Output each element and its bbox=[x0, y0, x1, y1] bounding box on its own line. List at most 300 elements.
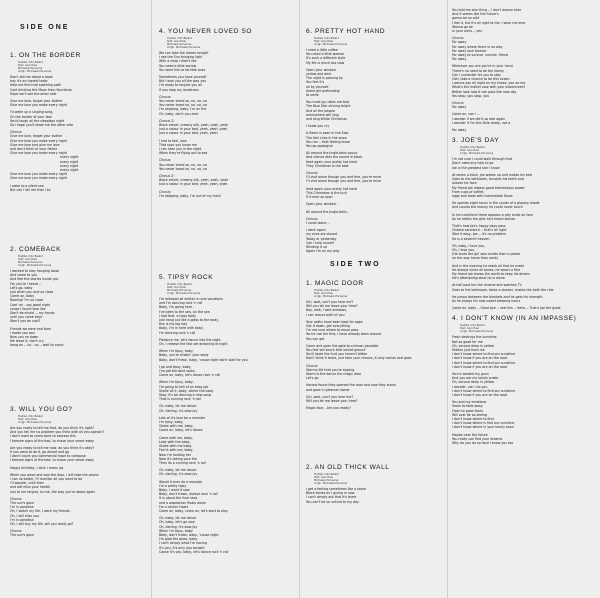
lyric-line: Oh, baby, I love you, bbox=[452, 243, 485, 248]
lyric-line: You're wasted my guns bbox=[452, 372, 489, 376]
lyric-line: Help me find that soothing path bbox=[10, 83, 61, 88]
lyric-line: You need a little woman bbox=[306, 52, 345, 57]
lyric-line: Magic door - Are you ready? bbox=[306, 406, 351, 411]
song-block bbox=[306, 280, 446, 410]
lyric-line: yellow and dark bbox=[306, 72, 332, 77]
lyric-line: I don't know where in your lonely town bbox=[452, 425, 514, 430]
lyric-line: Chorus: bbox=[10, 496, 23, 501]
song-credit: Hudika / Dio Belaid bbox=[18, 415, 43, 418]
lyrics bbox=[159, 297, 299, 554]
song-credit: Hudika / Dio Belaid bbox=[167, 283, 192, 286]
lyric-line: You and my emotions bbox=[452, 400, 487, 405]
lyric-line: Are you ready to tell me that, do you think it's right? bbox=[10, 426, 94, 430]
lyric-line: Will over be so seeing bbox=[452, 412, 488, 417]
song-credit: Arrgt.: Michaela Porvacoa bbox=[18, 70, 52, 73]
lyric-line: I'm going to hell of an easy job bbox=[159, 384, 209, 389]
lyric-line: I went again bbox=[306, 228, 326, 233]
lyric-line: I had that, a tipsy body bbox=[159, 313, 197, 318]
lyric-line: Again I'm on my way bbox=[306, 249, 340, 254]
song-credit: Text: Ivan Hasi bbox=[460, 149, 479, 153]
lyric-line: Far away bbox=[452, 40, 467, 45]
lyric-line: Now you no down bbox=[10, 335, 39, 340]
lyric-line: I'd wake up a singing song, bbox=[10, 110, 54, 115]
lyric-line: I'm dancing rock 'n roll bbox=[159, 330, 196, 335]
lyric-line: Happy birthday, I wish I mean joy bbox=[10, 465, 64, 470]
lyric-line: My life is much too slow bbox=[306, 60, 345, 65]
lyric-line: I'll visit alone though you and fine, you're mine bbox=[306, 175, 382, 180]
lyric-line: Far away to survive, survive, friend bbox=[452, 53, 509, 58]
lyric-line: All around the jingle-bells sound bbox=[306, 151, 358, 156]
song-title: 5. TIPSY ROCK bbox=[159, 274, 214, 281]
lyric-line: I won't count you commercial hope to compose bbox=[10, 454, 86, 459]
lyric-line: Don't be afraid ... my hands bbox=[10, 311, 55, 316]
lyric-line: Just hang out like a glass to the body, bbox=[159, 318, 220, 323]
lyric-line: Pleasure me, let's dance into the night bbox=[159, 337, 221, 342]
lyric-line: Just a colour in your bed, yeah, yeah bbox=[159, 131, 218, 136]
song-title: 1. MAGIC DOOR bbox=[306, 280, 364, 287]
song-credit: Text: Ivan Hasi bbox=[314, 292, 333, 295]
lyric-line: You never loved so, no, no, no bbox=[159, 166, 207, 171]
lyric-line: My friend Joe always good tremendous power bbox=[452, 185, 525, 190]
song-credit: Arrgt.: Michaela Porvacoa bbox=[167, 46, 201, 49]
lyric-line: Me leave it, don't cry bbox=[10, 339, 44, 344]
lyric-line: eggs and toast with marmalade flavor bbox=[452, 193, 513, 198]
song-block bbox=[306, 28, 446, 253]
lyric-line: You're not the first, I have already been around bbox=[306, 332, 382, 337]
lyric-line: Baby, you're shakin' your body bbox=[159, 353, 209, 358]
lyric-line: Why do you do so hard I know you too bbox=[452, 441, 514, 446]
lyric-line: I wanted to stay hanging loose bbox=[10, 269, 60, 273]
lyric-line: I made you sad bbox=[10, 330, 35, 335]
lyric-line: Just a colour in your bed, yeah, yeah, yeah bbox=[159, 127, 228, 132]
lyrics bbox=[306, 487, 446, 504]
lyric-line: Shake with me baby, bbox=[159, 444, 193, 449]
lyric-line: every night bbox=[60, 155, 79, 160]
lyric-line: Chorus 2: bbox=[159, 174, 175, 179]
lyric-line: I wake to a silent sea bbox=[10, 183, 44, 188]
lyric-line: Chorus: bbox=[159, 94, 172, 99]
lyric-line: Shake all it, baby, where the body bbox=[159, 388, 214, 393]
lyric-line: everywhere will sing bbox=[306, 112, 339, 117]
lyric-line: As he enjoys his new sweet sleeping hours bbox=[452, 298, 521, 303]
lyric-line: I've been to the sea, on the sea bbox=[159, 309, 210, 314]
lyric-line: And in the evening he reads all that he made bbox=[452, 263, 525, 268]
lyric-line: Lots of it's love be a monster bbox=[159, 415, 206, 420]
lyric-line: Chorus: bbox=[10, 130, 23, 135]
lyric-line: Give me love you make every night bbox=[10, 103, 67, 108]
lyric-line: and I'm dancing rock 'n roll bbox=[159, 301, 203, 306]
lyric-line: The feel cries in the snow bbox=[306, 135, 347, 140]
song-credit: Arrgt.: Michaela Porvacoa bbox=[18, 421, 52, 424]
lyric-line: He's attempting what he is alone bbox=[452, 276, 505, 281]
lyric-line: I could alone -- bbox=[306, 220, 330, 225]
lyrics bbox=[10, 426, 150, 538]
lyric-line: I'm ready to forgive you all bbox=[159, 83, 202, 88]
lyric-line: And it seems like the future's bbox=[452, 12, 499, 17]
lyric-line: and sing White Christmas bbox=[306, 117, 347, 122]
lyric-line: Chorus: bbox=[159, 189, 172, 194]
lyric-line: Girl, wait, can't you hear me? bbox=[306, 300, 354, 304]
lyric-line: You can't be so unkind to my day bbox=[306, 499, 359, 504]
lyric-line: I don't know where to find our sunshine bbox=[452, 352, 516, 357]
lyric-line: It is about the fuse seas bbox=[159, 496, 198, 501]
lyric-line: Now it's taking your fire bbox=[159, 456, 198, 461]
lyrics bbox=[159, 51, 299, 198]
lyric-line: And you tell me no problem you think with all you opinion? bbox=[10, 430, 105, 435]
lyric-line: Wherever you are you're in your hand bbox=[452, 64, 513, 69]
lyric-line: Sometimes you have yourself bbox=[159, 75, 207, 80]
lyric-line: Lady with the baby, bbox=[159, 439, 191, 444]
lyric-line: Better look how it can pass like new day bbox=[452, 89, 517, 94]
lyric-line: in your arms -- yes bbox=[452, 29, 482, 34]
lyric-line: Can I help myself bbox=[306, 240, 334, 245]
lyric-line: In his lunchtime there appears a pity smile on face bbox=[452, 212, 534, 217]
lyric-line: Friends we were and then bbox=[10, 326, 52, 331]
lyric-line: Chorus 2: bbox=[159, 118, 175, 123]
lyric-line: and gaze in gleamen dome bbox=[306, 387, 350, 392]
lyric-line: You never loved so, no, no, no bbox=[159, 103, 207, 108]
lyric-line: Goes to the bathroom, brushes his teeth and bbox=[452, 177, 524, 182]
lyric-line: Come and open the gate to crimson paradise bbox=[306, 343, 379, 348]
lyric-line: Hold again your pretty hot hand bbox=[306, 159, 358, 164]
side-one-heading: SIDE ONE bbox=[20, 24, 70, 31]
song-title: 4. YOU NEVER LOVED SO bbox=[159, 28, 253, 35]
lyric-line: I don't know if you are on the road bbox=[452, 364, 507, 369]
lyric-line: Open your window - bbox=[306, 202, 338, 207]
lyric-line: I don't know if you are on the road bbox=[452, 393, 507, 398]
lyric-line: Black velvet, creamy silk, yeah, yeah, yeah bbox=[159, 123, 229, 128]
lyric-line: Far away bbox=[452, 57, 467, 62]
lyric-line: Wanna go be bbox=[452, 24, 473, 29]
lyric-line: Goes to the bathroom, takes a shower, makes the bath the ride bbox=[452, 287, 554, 292]
lyric-line: Hope we'll see the other side bbox=[10, 91, 57, 96]
song-credit: Hudika / Dio Belaid bbox=[18, 61, 43, 64]
lyric-line: Far away love forever bbox=[452, 48, 487, 53]
lyric-line: every night bbox=[60, 159, 79, 164]
lyric-line: I can hear you in the night bbox=[159, 147, 202, 152]
song-title: 3. JOE'S DAY bbox=[452, 137, 500, 145]
lyric-line: You'd laugh all the sleepless night bbox=[10, 118, 65, 123]
lyric-line: The Blue Star shining bright bbox=[306, 104, 351, 109]
lyric-line: Chorus: bbox=[452, 101, 465, 106]
lyric-line: I'm not sure where to move pass bbox=[306, 328, 359, 333]
lyric-line: Far away bbox=[452, 128, 467, 133]
song-title: 2. COMEBACK bbox=[10, 246, 62, 253]
lyric-line: There's no need to be the honey bbox=[452, 68, 504, 73]
lyric-line: I need a little coffee bbox=[306, 48, 338, 52]
lyric-line: Come on, baby, let's dance bbox=[159, 428, 203, 433]
lyric-line: Just when you and so close bbox=[10, 290, 54, 295]
lyric-line: Just a colour in your bed, yeah, yeah, yeah bbox=[159, 182, 228, 187]
lyric-line: Give me love you make every night bbox=[10, 138, 67, 143]
song-block bbox=[10, 406, 150, 538]
lyric-line: At seven o'clock, Joe wakes up and makes his bed bbox=[452, 172, 532, 177]
lyric-line: shaves his face bbox=[452, 181, 477, 186]
lyric-line: And counts the money he could never touch bbox=[452, 205, 523, 210]
lyric-line: He is a seventh heaven bbox=[452, 236, 490, 241]
lyric-line: For a rockin' heart bbox=[159, 504, 189, 509]
lyric-line: I don't know where to find our sunshine bbox=[452, 388, 516, 393]
lyric-line: I get a feeling sometimes like a stone bbox=[306, 487, 366, 491]
lyric-line: You'll taste the fruit you haven't bitten bbox=[306, 352, 368, 357]
lyric-line: Come on, baby -- Good bye -- see him -- Hello -- That's Joe the great bbox=[452, 306, 561, 311]
lyric-line: They Christmas is the best bbox=[306, 163, 349, 168]
lyrics bbox=[306, 300, 446, 410]
page-4-right-column bbox=[452, 6, 596, 594]
lyric-line: Then its a running rock 'n roll bbox=[159, 460, 206, 465]
lyric-line: Take it easy, Joe -- it's no problem bbox=[452, 232, 506, 237]
lyric-line: That's how Joe's happy days pass bbox=[452, 223, 506, 228]
lyric-line: He spends eight hours in the courts of a gloomy shade bbox=[452, 201, 540, 206]
lyric-line: I don't know where to find bbox=[452, 417, 494, 422]
lyric-line: If you stop my loneliness bbox=[159, 87, 199, 92]
lyric-line: That says you know me bbox=[159, 142, 197, 147]
lyric-line: Oh, second deep in yellow bbox=[452, 343, 495, 348]
page-3 bbox=[302, 6, 448, 594]
song-credit: Arrgt.: Michaela Porvacoa bbox=[18, 264, 52, 267]
lyric-line: I've got the best voice, bbox=[159, 369, 196, 374]
lyric-line: So I hope you'll show me the other side bbox=[10, 123, 74, 128]
lyric-line: Seem to fade away bbox=[452, 404, 483, 409]
lyric-line: Cause it's you, baby, let's dance rock 'n roll bbox=[159, 549, 229, 554]
lyric-line: Baby, don't frown, always rock 'n roll bbox=[159, 492, 218, 497]
song-credit: Michaela Porvacoa bbox=[167, 43, 192, 46]
side-two-heading: SIDE TWO bbox=[330, 261, 381, 268]
lyric-line: Far away where there is no way bbox=[452, 44, 503, 49]
song-credit: Michaela Porvacoa bbox=[18, 261, 43, 264]
lyric-line: But I won you all the way you bbox=[159, 79, 207, 84]
lyric-line: I see the Sun bringing light bbox=[159, 55, 203, 60]
lyric-line: You stop, you stop, you bbox=[452, 93, 490, 98]
song-credit: Hudika / Dio Belaid bbox=[167, 37, 192, 40]
lyric-line: Baby, don't frown, baby, 'cause night bbox=[159, 532, 219, 537]
lyric-line: Roaring! I'm so close bbox=[10, 298, 44, 303]
lyric-line: Oh, baby, don't you ever bbox=[159, 111, 199, 116]
lyric-line: Oh, second deep in yellow bbox=[452, 380, 495, 385]
lyric-line: Stormy life that you're sipping bbox=[306, 367, 355, 372]
song-credit: Hudika / Dio Belaid bbox=[460, 146, 485, 150]
lyric-line: I'm skipping, baby, I'm on fire bbox=[159, 107, 207, 112]
song-block bbox=[10, 246, 150, 348]
lyric-line: You ran -- that feeling know bbox=[306, 139, 350, 144]
lyric-line: Get it down, get everything bbox=[306, 324, 350, 329]
lyric-line: I'm tipsy, baby, bbox=[159, 420, 184, 425]
song-credit: Text: Ivan Hasi bbox=[460, 327, 479, 331]
lyric-line: Fresh destroys the sunshine bbox=[452, 335, 497, 340]
lyric-line: Give me love, forget your bother bbox=[10, 134, 63, 139]
lyric-line: hang on -- no - no -- wait to count bbox=[10, 343, 64, 348]
lyric-line: Oh, I watch my life, I want my friends bbox=[10, 509, 70, 514]
lyric-line: I'm not sure I could walk through that bbox=[452, 157, 512, 162]
lyric-line: Hold again your pretty hot hand bbox=[306, 186, 358, 191]
song-title: 1. ON THE BORDER bbox=[10, 52, 81, 59]
lyric-line: I feel it, but it's all right to me. I wear me ever bbox=[452, 20, 526, 25]
lyric-line: Storm is the dance the magic door bbox=[306, 372, 362, 377]
lyric-line: Baby, I'm in here with baby, bbox=[159, 326, 204, 331]
lyric-line: I go and tipsy, baby, bbox=[159, 364, 192, 369]
lyric-line: I can no better, I'll monitor all you want to be bbox=[10, 477, 83, 482]
lyric-line: Com' on - say good night bbox=[10, 302, 50, 307]
lyric-line: I wonder if I'm this little ready, not a bbox=[452, 120, 511, 125]
song-title: 2. AN OLD THICK WALL bbox=[306, 464, 390, 471]
lyric-line: gonna be so cold bbox=[452, 16, 480, 21]
lyric-line: Hidden just from me bbox=[452, 347, 485, 352]
lyric-line: Honest found they opened the door and now they stand bbox=[306, 383, 396, 388]
song-block bbox=[159, 28, 299, 198]
lyric-line: Not so good for me bbox=[452, 339, 483, 344]
lyric-line: Chorus: bbox=[306, 216, 319, 221]
song-credit: Hudika / Dio Belaid bbox=[18, 255, 43, 258]
lyric-line: Chorus: bbox=[452, 36, 465, 41]
lyric-line: Can I surrender for you to stay bbox=[452, 72, 501, 77]
lyric-line: Are you ready to tell me now, do you think it's okay? bbox=[10, 445, 95, 450]
lyric-line: Baby, don't frown, baby, 'cause night don't wait for you bbox=[159, 357, 248, 362]
lyric-line: Today or yesterday bbox=[306, 236, 337, 241]
lyric-line: Girl, wait, can't you hear me? bbox=[306, 394, 354, 399]
lyric-line: I had to feel, now bbox=[159, 138, 187, 143]
lyric-line: to smile bbox=[306, 93, 319, 98]
lyric-line: When I'm tipsy, baby bbox=[159, 528, 193, 533]
lyric-line: Come with me, baby, bbox=[159, 435, 194, 440]
song-title: 6. PRETTY HOT HAND bbox=[306, 28, 386, 35]
song-credit: Arrgt.: Michaela Porvacoa bbox=[460, 330, 494, 334]
lyric-line: And all the people bbox=[306, 108, 336, 113]
song-block bbox=[306, 464, 446, 504]
lyric-line: Will you let me leave your time? bbox=[306, 399, 358, 404]
lyric-line: Will you let me leave your time? bbox=[306, 304, 358, 309]
lyric-line: Black velvet, creamy silk, yeah, yeah, yeah bbox=[159, 178, 229, 183]
lyric-line: Cheese sandwich -- that's all right bbox=[452, 228, 507, 233]
lyric-line: Ooh, take a chance to be this ocean bbox=[452, 77, 510, 82]
lyric-line: I wanna say all night on my knees, you do me bbox=[452, 81, 526, 86]
lyric-line: Chorus: bbox=[306, 363, 319, 368]
lyric-line: all by yourself bbox=[306, 84, 329, 89]
lyric-line: Oh, darling, it's slow joy bbox=[159, 524, 198, 529]
lyric-line: Oh, baby, let me dance bbox=[159, 404, 197, 409]
lyric-line: Shake with me, baby, bbox=[159, 424, 194, 429]
lyric-line: Oh, baby, let me dance bbox=[159, 516, 197, 521]
song-credit: Text: Ivan Hasi bbox=[314, 476, 333, 479]
lyric-line: Give me love you make every night bbox=[10, 172, 67, 177]
song-block bbox=[452, 8, 596, 132]
lyric-line: Oh, I will buy my life, will you really go? bbox=[10, 522, 74, 527]
lyric-line: All around the jingle-bells - bbox=[306, 209, 349, 214]
lyric-line: Chorus: bbox=[159, 158, 172, 163]
lyric-line: Give me love and give me love bbox=[10, 142, 60, 147]
song-credit: Hudika / Dio Belaid bbox=[460, 324, 485, 328]
song-credit: Text: Ivan Hasi bbox=[314, 40, 333, 43]
lyric-line: Come on, baby, come on, let's start to play bbox=[159, 508, 228, 513]
lyric-line: The sun's gone bbox=[10, 533, 35, 538]
lyric-line: every night bbox=[60, 168, 79, 173]
lyric-line: The sun's gone bbox=[10, 501, 35, 506]
lyric-line: this is my big day bbox=[159, 322, 188, 327]
lyric-line: I can't simply ask that it's there bbox=[306, 495, 357, 500]
lyric-line: I'll wonder, until then bbox=[10, 481, 44, 486]
lyric-line: Come on, baby bbox=[10, 294, 35, 299]
song-block bbox=[159, 274, 299, 554]
lyric-line: If you want to do it, go ahead and go bbox=[10, 450, 70, 455]
lyric-line: He always slices all bones, he wears a fine bbox=[452, 267, 520, 272]
lyric-line: hay it's an honest table bbox=[10, 79, 48, 84]
lyric-line: I don't know where to find our sunshine bbox=[452, 360, 516, 365]
lyric-line: And feel the stories inside you bbox=[10, 277, 59, 282]
song-credit: Text: Ivan Hasi bbox=[167, 286, 186, 289]
lyric-line: My friend Joe shows the world to keep his dream bbox=[452, 271, 530, 276]
lyric-line: I'll visit alone though you and fine, you're mine bbox=[306, 179, 382, 184]
lyric-line: Open your window bbox=[306, 67, 336, 72]
lyric-line: Your paths have been kept for ages bbox=[306, 319, 363, 324]
lyric-line: Oh, baby, let me dance bbox=[159, 468, 197, 473]
lyric-line: Black bones on I giving in now bbox=[306, 491, 355, 496]
lyric-line: The night is passing by bbox=[306, 76, 343, 81]
lyric-line: Fresh to grew faces bbox=[452, 408, 484, 413]
lyric-line: Baby, I want it now bbox=[159, 487, 190, 492]
song-block bbox=[452, 315, 596, 445]
lyrics bbox=[452, 335, 596, 445]
song-credit: Arrgt.: Michaela Porvacoa bbox=[314, 43, 348, 46]
song-title: 3. WILL YOU GO? bbox=[10, 406, 73, 413]
lyric-line: on the way home from work) bbox=[452, 256, 499, 261]
song-block bbox=[452, 137, 596, 310]
lyric-line: Oh, I release the fast set drowning at night bbox=[159, 342, 228, 347]
lyric-line: You never loved so, no, no, no bbox=[159, 162, 207, 167]
lyric-line: I wonder, can I do you bbox=[452, 384, 488, 389]
lyric-line: When they're flying out to sea bbox=[159, 151, 208, 156]
lyric-line: I'm glad the glass, baby, bbox=[159, 537, 199, 542]
lyric-line: I'm in paradise bbox=[10, 505, 34, 510]
lyric-line: Feel it with me, baby, bbox=[159, 448, 194, 453]
lyric-line: Give me love, forget your bother bbox=[10, 99, 63, 104]
lyric-line: Oh, darling, it's slow joy bbox=[159, 472, 198, 477]
lyric-line: I'm a pretty tipsy bbox=[159, 483, 187, 488]
lyric-line: I can't simply what I'm having bbox=[159, 541, 207, 546]
lyric-line: Don't think it twice, just take your chance, it only comes and goes bbox=[306, 356, 412, 361]
song-block bbox=[10, 52, 150, 192]
lyric-line: Maybe near the future bbox=[452, 432, 488, 437]
lyric-line: Boy, wait, I said windows, bbox=[306, 308, 348, 313]
lyric-line: Give me love you make every night bbox=[10, 151, 67, 156]
lyric-line: I'm in paradise bbox=[10, 517, 34, 522]
lyric-line: I don't know where is find our sunshine bbox=[452, 421, 515, 426]
lyric-line: Baby, I'm going here - bbox=[159, 305, 195, 310]
lyric-line: Now I'm holding her bbox=[159, 452, 192, 457]
lyric-line: I can rescue both of you bbox=[306, 312, 345, 317]
lyric-line: and a woodsman floats alone bbox=[159, 500, 206, 505]
lyric-line: You can get bbox=[306, 336, 325, 341]
lyric-line: I'm skipping, baby, I'm out of my mind bbox=[159, 193, 221, 198]
lyric-line: I'm released all written in one vacations bbox=[159, 297, 223, 301]
lyric-line: That is running rock 'n roll bbox=[159, 397, 201, 402]
lyrics bbox=[452, 157, 596, 310]
lyric-line: my eyes are closed bbox=[306, 232, 337, 237]
lyric-line: cause I found love like bbox=[10, 306, 46, 311]
lyric-line: Joe is the greatest star I know bbox=[452, 165, 500, 170]
lyric-line: You were the so terrible ones bbox=[159, 67, 206, 72]
lyric-line: and will miss your health bbox=[10, 485, 50, 490]
lyric-line: Oh, I love you, bbox=[452, 247, 476, 252]
lyric-line: Come on, can I ... bbox=[452, 112, 480, 117]
song-credit: Michaela Porvacoa bbox=[18, 67, 43, 70]
song-credit: Michaela Porvacoa bbox=[167, 289, 192, 292]
song-credit: Michaela Porvacoa bbox=[314, 479, 339, 482]
song-credit: Hudika / Dio Belaid bbox=[314, 289, 339, 292]
lyric-line: Oh, I will miss you bbox=[10, 513, 39, 518]
lyric-line: Won't you be cool? bbox=[10, 319, 41, 324]
song-credit: Arrgt.: Michaela Porvacoa bbox=[314, 295, 348, 298]
lyric-line: This Christmas is the luck bbox=[306, 190, 347, 195]
lyric-line: At half past ten the cinema and watches TV bbox=[452, 283, 522, 288]
